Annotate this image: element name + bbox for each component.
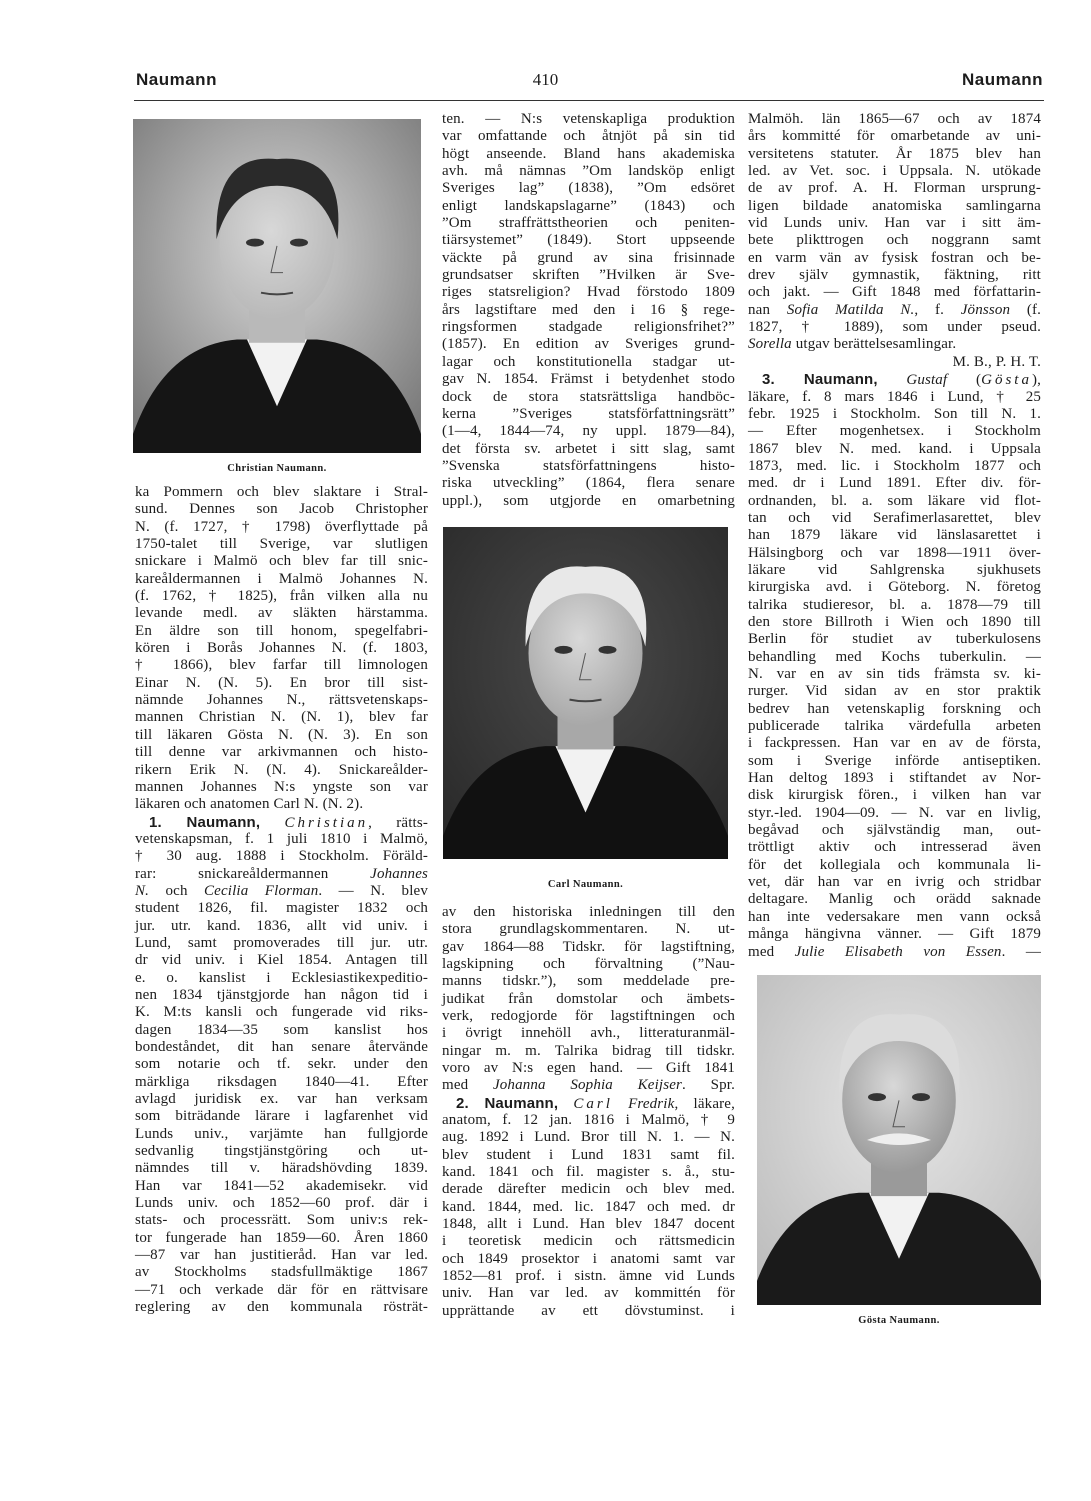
text-line: febr. 1925 i Stockholm. Son till N. 1. — [748, 405, 1041, 422]
text-line: stora grundlagskommentaren. N. ut- — [442, 921, 735, 938]
text-line: snickare i Malmö och blev far till snic- — [135, 553, 428, 570]
text-line: † 30 aug. 1888 i Stockholm. Föräld- — [135, 848, 428, 865]
text-line: (1—4, 1844—74, ny uppl. 1879—84), — [442, 423, 735, 440]
text-run: ( — [947, 372, 982, 389]
portrait-photo — [443, 527, 728, 859]
entry-title: 2. Naumann, — [456, 1094, 559, 1112]
text-line: rikern Erik N. (N. 4). Snickareålder- — [135, 761, 428, 778]
text-line: voro av N:s egen hand. — Gift 1841 — [442, 1060, 735, 1076]
text-line: vetenskapsman, f. 1 juli 1810 i Malmö, — [135, 830, 428, 847]
paragraph — [748, 371, 1041, 961]
text-line: vid Lunds univ. Han var i sitt äm- — [748, 215, 1041, 232]
text-line: reglering av den kommunala rösträt- — [135, 1299, 428, 1316]
text-line: mannen Christian N. (N. 1), blev far — [135, 709, 428, 726]
text-line: anatom, f. 12 jan. 1816 i Malmö, † 9 — [442, 1112, 735, 1129]
text-line: N. (f. 1727, † 1798) överflyttade på — [135, 518, 428, 535]
text-line: ”Om straffrättstheorien och peniten- — [442, 215, 735, 232]
text-line: uppl.), som utgjorde en omarbetning — [442, 492, 735, 509]
figure-caption: Carl Naumann. — [547, 878, 624, 890]
text-run: , läkare, — [674, 1095, 735, 1112]
paragraph — [748, 111, 1041, 354]
text-line: han 1879 läkare vid länslasarettet i — [748, 527, 1041, 544]
italic-name: Carl — [573, 1095, 613, 1112]
entry-title: 1. Naumann, — [149, 813, 261, 831]
text-line: talrika studieresor, bl. a. 1878—79 till — [748, 596, 1041, 613]
italic-name: Gösta — [981, 372, 1032, 389]
text-line: versitetens statuter. År 1875 blev han — [748, 145, 1041, 162]
text-line: det första sv. arbetet i sitt slag, samt — [442, 440, 735, 457]
text-line: 1873, med. lic. i Stockholm 1877 och — [748, 457, 1041, 474]
text-line: 1852—81 prof. i sistn. ämne vid Lunds — [442, 1268, 735, 1285]
text-line: kand. 1844, med. lic. 1847 och med. dr — [442, 1198, 735, 1215]
text-line: † 1866), blev farfar till limnologen — [135, 657, 428, 674]
text-line: En äldre son till honom, spegelfabri- — [135, 622, 428, 639]
text-line — [135, 883, 428, 900]
text-line: 1750-talet till Sverige, var slutligen — [135, 536, 428, 553]
text-line: han inte vedersakare men vann också — [748, 908, 1041, 925]
text-line: dagen 1834—35 som kanslist hos — [135, 1021, 428, 1038]
entry-heading-line — [442, 1095, 735, 1112]
italic-name: Julie Elisabeth von Essen — [794, 943, 1002, 960]
text-run: och — [149, 882, 205, 899]
paragraph — [135, 484, 428, 814]
text-line: styr.-led. 1904—09. — N. var en livlig, — [748, 804, 1041, 821]
text-line: K. M:ts kansli och fungerade vid riks- — [135, 1004, 428, 1021]
text-line: Einar N. (N. 5). En bror till sist- — [135, 674, 428, 691]
text-line: och jakt. — Gift 1848 med författarin- — [748, 284, 1041, 301]
portrait-photo — [133, 119, 421, 453]
text-line: Lund, samt promoverades till jur. utr. — [135, 934, 428, 951]
text-line: avlagd juridisk ex. var han verksam — [135, 1091, 428, 1108]
portrait-photo — [757, 975, 1041, 1305]
text-line: av den historiska inledningen till den — [442, 903, 735, 920]
text-line: års kommitté för omarbetande av uni- — [748, 128, 1041, 145]
text-line: en varm vän av fysisk fostran och be- — [748, 249, 1041, 266]
text-line: som biträdande lärare i lagfarenhet vid — [135, 1108, 428, 1125]
text-line: enligt landskapslagarne” (1843) och — [442, 197, 735, 214]
text-line: levande medl. av släkten härstamma. — [135, 605, 428, 622]
text-line: student 1826, fil. magister 1832 och — [135, 900, 428, 917]
text-line: års lagstiftare med den i 16 § rege- — [442, 301, 735, 318]
text-line: grundsatser skriften ”Hvilken är Sve- — [442, 267, 735, 284]
text-run: , f. — [914, 301, 961, 318]
italic-name: Christian — [284, 814, 369, 831]
text-line: väckte på grund av sina frisinnade — [442, 249, 735, 266]
text-line: ningar m. m. Talrika bidrag till tidskr. — [442, 1042, 735, 1059]
text-line: begåvad och självständig man, out- — [748, 822, 1041, 839]
text-line: univ. Han var led. av kommittén för — [442, 1285, 735, 1302]
author-signature: M. B., P. H. T. — [952, 353, 1041, 370]
text-line: var omfattande och åtnjöt på sin tid — [442, 128, 735, 145]
text-line: e. o. kanslist i Ecklesiastikexpeditio- — [135, 969, 428, 986]
text-line: läkaren och anatomen Carl N. (N. 2). — [135, 796, 364, 813]
text-line: rurger. Vid sidan av en stor praktik — [748, 683, 1041, 700]
figure-caption: Christian Naumann. — [227, 463, 327, 474]
text-line: till denne var arkivmannen och histo- — [135, 744, 428, 761]
text-line: sedvanlig tingstjänstgöring och ut- — [135, 1143, 428, 1160]
text-line: Malmöh. län 1865—67 och av 1874 — [748, 111, 1041, 127]
figure-carl — [443, 527, 735, 890]
italic-name: Gustaf — [906, 372, 948, 389]
text-line: bete plikttrogen och noggrann samt — [748, 232, 1041, 249]
text-line: riges statsreligion? Hvad förstodo 1809 — [442, 284, 735, 301]
italic-name: Johanna Sophia Keijser — [492, 1077, 683, 1094]
text-line: som i Sverige införde antiseptiken. — [748, 752, 1041, 769]
text-line: tan och vid Serafimerlasarettet, blev — [748, 509, 1041, 526]
column-right — [748, 111, 1041, 1326]
text-line: märkliga riksdagen 1840—41. Efter — [135, 1073, 428, 1090]
italic-name: Sofia Matilda N. — [786, 301, 915, 318]
text-line: ordnanden, bl. a. som läkare vid flot- — [748, 492, 1041, 509]
text-line: ringsformen stadgade religionsfrihet?” — [442, 319, 735, 336]
text-line: derade därefter medicin och blev med. — [442, 1181, 735, 1198]
entry-title: 3. Naumann, — [762, 371, 878, 389]
text-run: . — N. blev — [318, 882, 428, 899]
text-line: 1827, † 1889), som under pseud. — [748, 319, 1041, 336]
text-line — [135, 866, 428, 883]
text-line: många hängivna vänner. — Gift 1879 — [748, 926, 1041, 943]
text-line: för det kollegiala och kommunala li- — [748, 856, 1041, 873]
text-line: riska utveckling” (1864, flera senare — [442, 475, 735, 492]
text-line: disk kirurgisk fören., i vilken han var — [748, 787, 1041, 804]
text-run — [260, 815, 284, 831]
paragraph — [135, 814, 428, 1317]
text-run: nan — [748, 301, 787, 318]
text-line: nämnde Johannes N., rättsvetenskaps- — [135, 692, 428, 709]
figure-caption: Gösta Naumann. — [858, 1314, 940, 1326]
text-line: upprättande av ett dövstuminst. i — [442, 1302, 735, 1319]
text-line: judikat från domstolar och ämbets- — [442, 990, 735, 1007]
text-run — [878, 372, 907, 388]
italic-name: Jönsson — [960, 301, 1011, 318]
text-line: avh. må nämnas ”Om landsköp enligt — [442, 163, 735, 180]
text-line: Berlin för studiet av tuberkulosens — [748, 631, 1041, 648]
text-line — [748, 336, 1041, 353]
text-line: publicerade talrika värdefulla arbeten — [748, 718, 1041, 735]
text-line: tor fungerade han 1859—60. Åren 1860 — [135, 1229, 428, 1246]
text-line: läkare vid Sahlgrenska sjukhusets — [748, 561, 1041, 578]
text-line: högt anseende. Bland hans akademiska — [442, 145, 735, 162]
text-run — [558, 1096, 573, 1112]
text-line: Hälsingborg och var 1898—1911 över- — [748, 544, 1041, 561]
italic-name: Fredrik — [628, 1095, 675, 1112]
text-line: kirurgiska avd. i Göteborg. N. företog — [748, 579, 1041, 596]
text-line: kerna ”Sveriges statsförfattningsrätt” — [442, 405, 735, 422]
text-line: gav 1864—88 Tidskr. för lagstiftning, — [442, 938, 735, 955]
text-line: —71 och verkade där för en rättvisare — [135, 1281, 428, 1298]
text-line: dock de stora statsrättsliga handböc- — [442, 388, 735, 405]
text-line — [748, 302, 1041, 319]
text-line: bedrev han vetenskaplig forskning och — [748, 700, 1041, 717]
text-run: med — [748, 943, 795, 960]
text-line: och 1849 prosektor i anatomi samt var — [442, 1250, 735, 1267]
text-line: N. var en av sin tids främsta sv. ki- — [748, 666, 1041, 682]
text-line: till läkaren Gösta N. (N. 3). En son — [135, 726, 428, 743]
text-line: bondeståndet, dit han senare återvände — [135, 1039, 428, 1055]
text-run — [613, 1096, 628, 1112]
text-line: Sveriges lag” (1838), ”Om edsöret — [442, 180, 735, 197]
text-line: sund. Dennes son Jacob Christopher — [135, 501, 428, 518]
text-line: manns tidskr.”), som meddelade pre- — [442, 973, 735, 990]
text-line: mannen Johannes N:s yngste son var — [135, 778, 428, 795]
text-line: tröttligt aktiv och intresserad även — [748, 839, 1041, 856]
text-line: 1848, allt i Lund. Han blev 1847 docent — [442, 1216, 735, 1233]
text-run: , rätts- — [368, 814, 428, 831]
text-line: kareåldermannen i Malmö Johannes N. — [135, 570, 428, 587]
text-line: aug. 1892 i Lund. Bror till N. 1. — N. — [442, 1129, 735, 1146]
text-line: i fackpressen. Han var en av de första, — [748, 735, 1041, 752]
text-line: Han deltog 1893 i stiftandet av Nor- — [748, 770, 1041, 787]
text-line: blev student i Lund 1831 samt fil. — [442, 1146, 735, 1163]
text-line: kören i Borås Johannes N. (f. 1803, — [135, 640, 428, 657]
header-rule — [134, 100, 1044, 101]
text-line: med. dr i Lund 1891. Efter div. för- — [748, 475, 1041, 492]
text-line: av Stockholms stadsfullmäktige 1867 — [135, 1264, 428, 1281]
text-line: kand. 1841 och fil. magister s. å., stu- — [442, 1164, 735, 1181]
text-run: (f. — [1010, 301, 1042, 318]
paragraph — [442, 111, 735, 510]
text-line: den store Billroth i Wien och 1890 till — [748, 613, 1041, 630]
text-line: tiärsystemet” (1849). Stort uppseende — [442, 232, 735, 249]
text-line: läkare, f. 8 mars 1846 i Lund, † 25 — [748, 388, 1041, 405]
text-line: stats- och processrätt. Som univ:s rek- — [135, 1212, 428, 1229]
paragraph — [442, 1095, 735, 1320]
text-line: —87 var han justitieråd. Han var led. — [135, 1247, 428, 1264]
column-middle — [442, 111, 735, 1320]
text-line: (1857). En edition av Sveriges grund- — [442, 336, 735, 353]
running-head-right: Naumann — [962, 70, 1043, 89]
page-number: 410 — [532, 70, 559, 89]
italic-name: N. — [135, 882, 150, 899]
text-line: ka Pommern och blev slaktare i Stral- — [135, 484, 428, 500]
text-line: Han var 1841—52 akademisekr. vid — [135, 1177, 428, 1194]
text-run: med — [442, 1077, 493, 1094]
text-line: gav N. 1854. Främst i betydenhet stodo — [442, 371, 735, 388]
figure-gosta — [757, 975, 1041, 1326]
text-line: i övrigt innehöll avh., litteraturanmäl- — [442, 1025, 735, 1042]
text-line: led. av Vet. soc. i Uppsala. N. utökade — [748, 163, 1041, 180]
text-line: verk, redogjorde för lagstiftningen och — [442, 1007, 735, 1024]
text-run: . — — [1001, 943, 1041, 960]
text-run: rar: snickareåldermannen — [135, 865, 371, 882]
italic-name: Johannes — [370, 865, 428, 882]
figure-christian — [133, 119, 428, 474]
text-line: lagskipning och förvaltning (”Nau- — [442, 955, 735, 972]
text-run: . Spr. — [682, 1077, 735, 1094]
column-left — [135, 111, 428, 1317]
text-line — [442, 1077, 735, 1094]
text-run: ), — [1031, 372, 1041, 389]
text-line: lagar och konstitutionella stadgar ut- — [442, 353, 735, 370]
text-run: utgav berättelsesamlingar. — [791, 336, 957, 353]
text-line: de av prof. A. H. Florman ursprung- — [748, 180, 1041, 197]
italic-name: Sorella — [748, 336, 792, 353]
entry-heading-line — [748, 371, 1041, 388]
text-line: ”Svenska statsförfattningens histo- — [442, 457, 735, 474]
text-line: — Efter mogenhetsex. i Stockholm — [748, 423, 1041, 440]
text-line — [748, 944, 1041, 961]
text-line: jur. utr. kand. 1836, allt vid univ. i — [135, 917, 428, 934]
paragraph — [442, 904, 735, 1095]
running-head-left: Naumann — [136, 70, 217, 89]
text-line: vet, där han var en ivrig och stridbar — [748, 874, 1041, 891]
text-line: nen 1834 tjänstgjorde han någon tid i — [135, 986, 428, 1003]
text-line: 1867 blev N. med. kand. i Uppsala — [748, 440, 1041, 457]
text-line: ten. — N:s vetenskapliga produktion — [442, 111, 735, 127]
text-line: som notarie och tf. sekr. under den — [135, 1056, 428, 1073]
text-line: Lunds univ., varjämte han fullgjorde — [135, 1125, 428, 1142]
text-line: Lunds univ. och 1852—60 prof. där i — [135, 1195, 428, 1212]
text-line: drev själv gymnastik, fäktning, ritt — [748, 267, 1041, 284]
text-line: deltagare. Manlig och orädd saknade — [748, 891, 1041, 908]
text-line: ligen bildade anatomiska samlingarna — [748, 197, 1041, 214]
text-line: dr vid univ. i Kiel 1854. Antagen till — [135, 952, 428, 969]
text-line: i teoretisk medicin och rättsmedicin — [442, 1233, 735, 1250]
text-line: behandling med Kochs tuberkulin. — — [748, 648, 1041, 665]
italic-name: Cecilia Florman — [204, 882, 319, 899]
text-line: (f. 1762, † 1825), från vilken alla nu — [135, 588, 428, 605]
entry-heading-line — [135, 814, 428, 831]
text-line: nämndes till v. häradshövding 1839. — [135, 1160, 428, 1177]
